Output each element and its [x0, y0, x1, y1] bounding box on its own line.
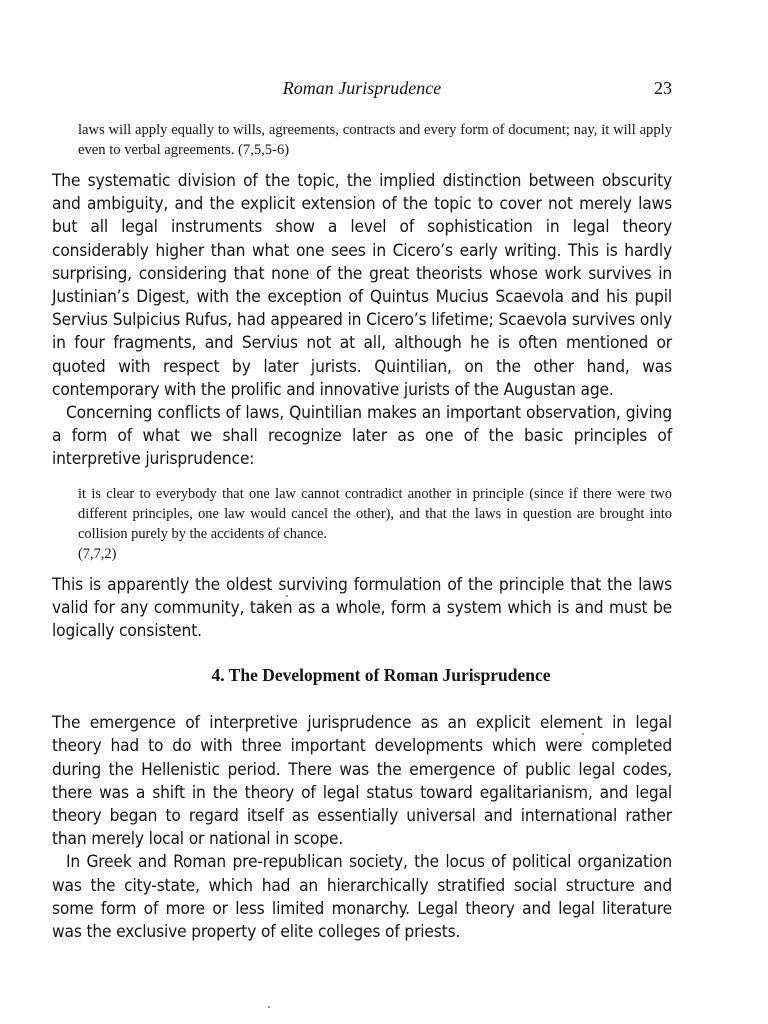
- paragraph-3: This is apparently the oldest surviving formulation of the principle that the laws valid for any community, taken as a whole, form a system which is and must be logically consistent.: [52, 574, 672, 642]
- scan-speck: [268, 1006, 270, 1008]
- block-quote-2-text: it is clear to everybody that one law cannot contradict another in principle (since if there were two different principles, one law would cancel the other), and that the laws in question are brought into collision purely by the accidents of chance.: [78, 485, 672, 542]
- scan-speck: [582, 733, 584, 735]
- paragraph-2: Concerning conflicts of laws, Quintilian makes an important observation, giving a form of what we shall recognize later as one of the basic principles of interpretive jurisprudence:: [52, 403, 672, 470]
- block-quote-2-citation: (7,7,2): [78, 545, 117, 562]
- running-head: [52, 76, 672, 106]
- section-heading: 4. The Development of Roman Jurisprudence: [211, 665, 551, 686]
- book-page: [52, 76, 672, 944]
- block-quote-2: [78, 484, 672, 564]
- running-title: Roman Jurisprudence: [282, 78, 442, 98]
- section-paragraph-2: In Greek and Roman pre-republican society, the locus of political organization was the city-state, which had an hierarchically stratified social structure and some form of more or less limited monarchy. Legal theory and legal literature was the exclusive property of elite colleges of priests.: [52, 852, 672, 943]
- paragraph-1: The systematic division of the topic, the implied distinction between obscurity and ambiguity, and the explicit extension of the topic to cover not merely laws but all legal instruments show a level of sophistication in legal theory considerably higher than what one sees in Cicero’s early writing. This is hardly surprising, considering that none of the great theorists whose work survives in Justinian’s Digest, with the exception of Quintus Mucius Scaevola and his pupil Servius Sulpicius Rufus, had appeared in Cicero’s lifetime; Scaevola survives only in four fragments, and Servius not at all, although he is often mentioned or quoted with respect by later jurists. Quintilian, on the other hand, was contemporary with the prolific and innovative jurists of the Augustan age.: [52, 171, 672, 400]
- scan-speck: [286, 595, 288, 597]
- page-number: 23: [654, 78, 672, 98]
- block-quote-1-text: laws will apply equally to wills, agreements, contracts and every form of document; nay, it will apply even to verbal agreements. (7,5,5-6): [78, 122, 672, 158]
- block-quote-1: [78, 120, 672, 160]
- section-paragraph-1: The emergence of interpretive jurisprudence as an explicit element in legal theory had to do with three important developments which were completed during the Hellenistic period. There was the emergence of public legal codes, there was a shift in the theory of legal status toward egalitarianism, and legal theory began to regard itself as essentially universal and international rather than merely local or national in scope.: [52, 713, 672, 850]
